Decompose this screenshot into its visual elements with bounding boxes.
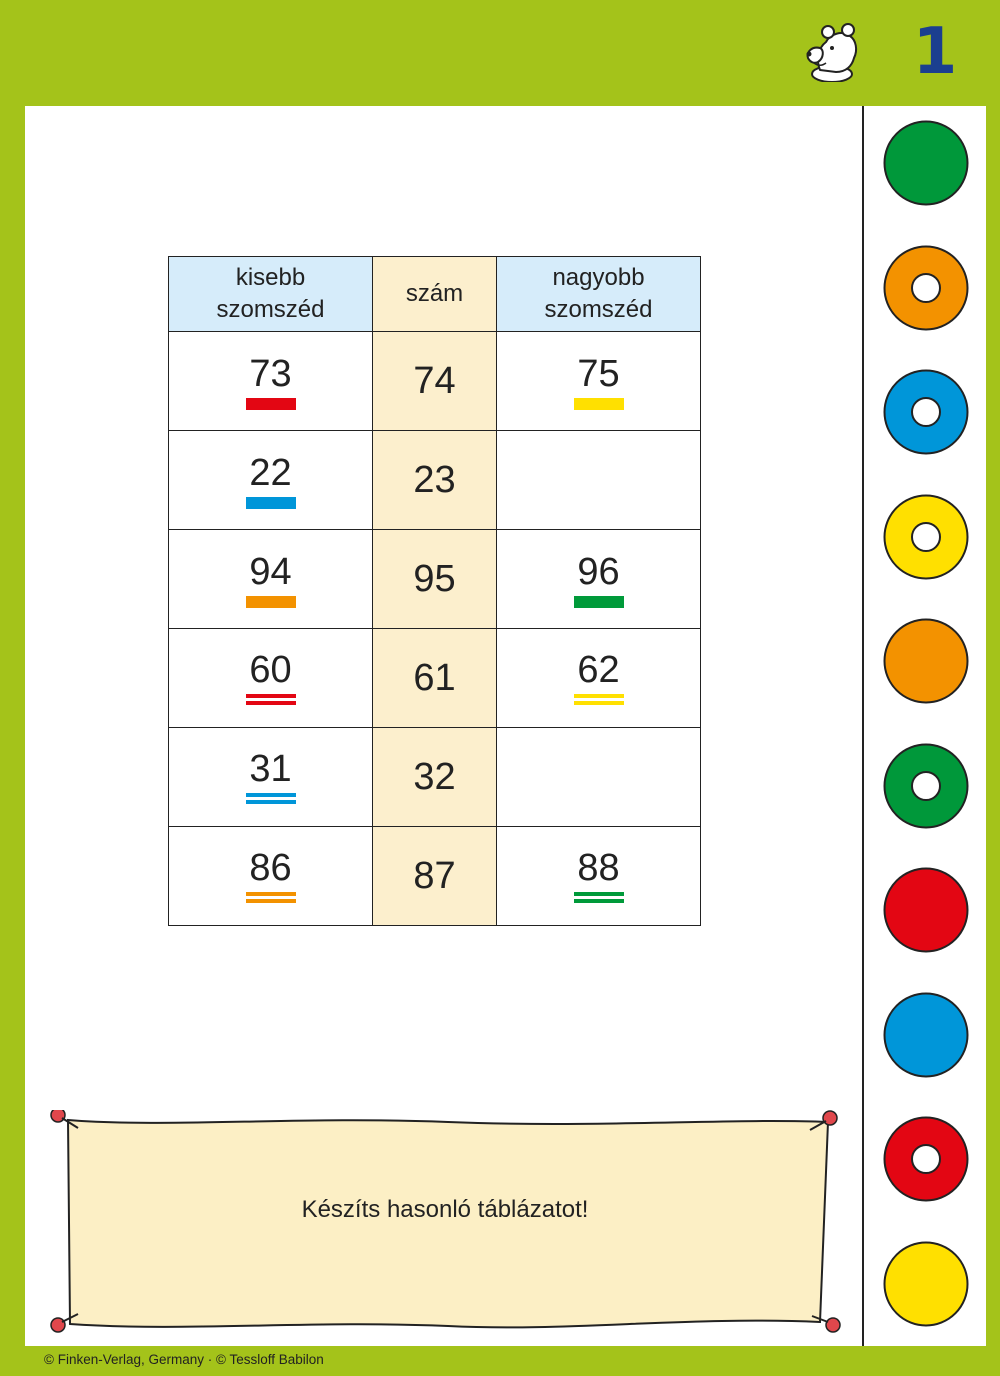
cell-value: 23 — [413, 458, 456, 501]
color-underline — [246, 596, 296, 608]
neighbor-number-table — [168, 256, 701, 926]
larger-neighbor-cell — [497, 827, 701, 926]
cell-value: 61 — [413, 656, 456, 699]
instruction-scroll — [48, 1110, 848, 1340]
number-cell — [373, 530, 497, 629]
color-underline — [246, 497, 296, 509]
color-dot-icon — [883, 120, 969, 206]
header-larger-neighbor: nagyobb szomszéd — [497, 257, 701, 332]
cell-value: 96 — [577, 550, 620, 593]
color-underline — [246, 694, 296, 708]
color-underline — [574, 892, 624, 906]
number-cell — [373, 332, 497, 431]
larger-neighbor-cell — [497, 431, 701, 530]
cell-value: 32 — [413, 755, 456, 798]
smaller-neighbor-cell — [169, 431, 373, 530]
larger-neighbor-cell — [497, 332, 701, 431]
color-ring-icon — [883, 369, 969, 455]
cell-value: 87 — [413, 854, 456, 897]
cell-value: 60 — [249, 648, 292, 691]
instruction-text: Készíts hasonló táblázatot! — [301, 1196, 589, 1223]
cell-value: 88 — [577, 846, 620, 889]
smaller-neighbor-cell — [169, 332, 373, 431]
cell-value: 31 — [249, 747, 292, 790]
bear-icon — [802, 22, 866, 82]
cell-value: 73 — [249, 352, 292, 395]
smaller-neighbor-cell — [169, 629, 373, 728]
color-dot-icon — [883, 1241, 969, 1327]
larger-neighbor-cell — [497, 728, 701, 827]
color-ring-icon — [883, 494, 969, 580]
number-cell — [373, 728, 497, 827]
header-smaller-neighbor: kisebb szomszéd — [169, 257, 373, 332]
cell-value: 95 — [413, 557, 456, 600]
larger-neighbor-cell — [497, 629, 701, 728]
color-dot-icon — [883, 867, 969, 953]
cell-value: 74 — [413, 359, 456, 402]
number-cell — [373, 431, 497, 530]
table-row — [169, 332, 701, 431]
color-underline — [574, 398, 624, 410]
cell-value: 22 — [249, 451, 292, 494]
table-row — [169, 728, 701, 827]
number-cell — [373, 827, 497, 926]
color-underline — [246, 398, 296, 410]
color-underline — [246, 793, 296, 807]
header-number: szám — [373, 257, 497, 332]
table-row — [169, 629, 701, 728]
color-underline — [246, 892, 296, 906]
copyright-footer: © Finken-Verlag, Germany · © Tessloff Babilon — [44, 1352, 324, 1367]
color-dot-icon — [883, 992, 969, 1078]
cell-value: 86 — [249, 846, 292, 889]
larger-neighbor-cell — [497, 530, 701, 629]
table-row — [169, 530, 701, 629]
color-dot-icon — [883, 618, 969, 704]
color-ring-icon — [883, 1116, 969, 1202]
color-ring-icon — [883, 743, 969, 829]
smaller-neighbor-cell — [169, 827, 373, 926]
table-header-row — [169, 257, 701, 332]
page-number: 1 — [912, 15, 958, 89]
cell-value: 62 — [577, 648, 620, 691]
cell-value: 75 — [577, 352, 620, 395]
table-row — [169, 827, 701, 926]
color-ring-icon — [883, 245, 969, 331]
color-underline — [574, 596, 624, 608]
cell-value: 94 — [249, 550, 292, 593]
color-underline — [574, 694, 624, 708]
smaller-neighbor-cell — [169, 530, 373, 629]
number-cell — [373, 629, 497, 728]
table-row — [169, 431, 701, 530]
smaller-neighbor-cell — [169, 728, 373, 827]
